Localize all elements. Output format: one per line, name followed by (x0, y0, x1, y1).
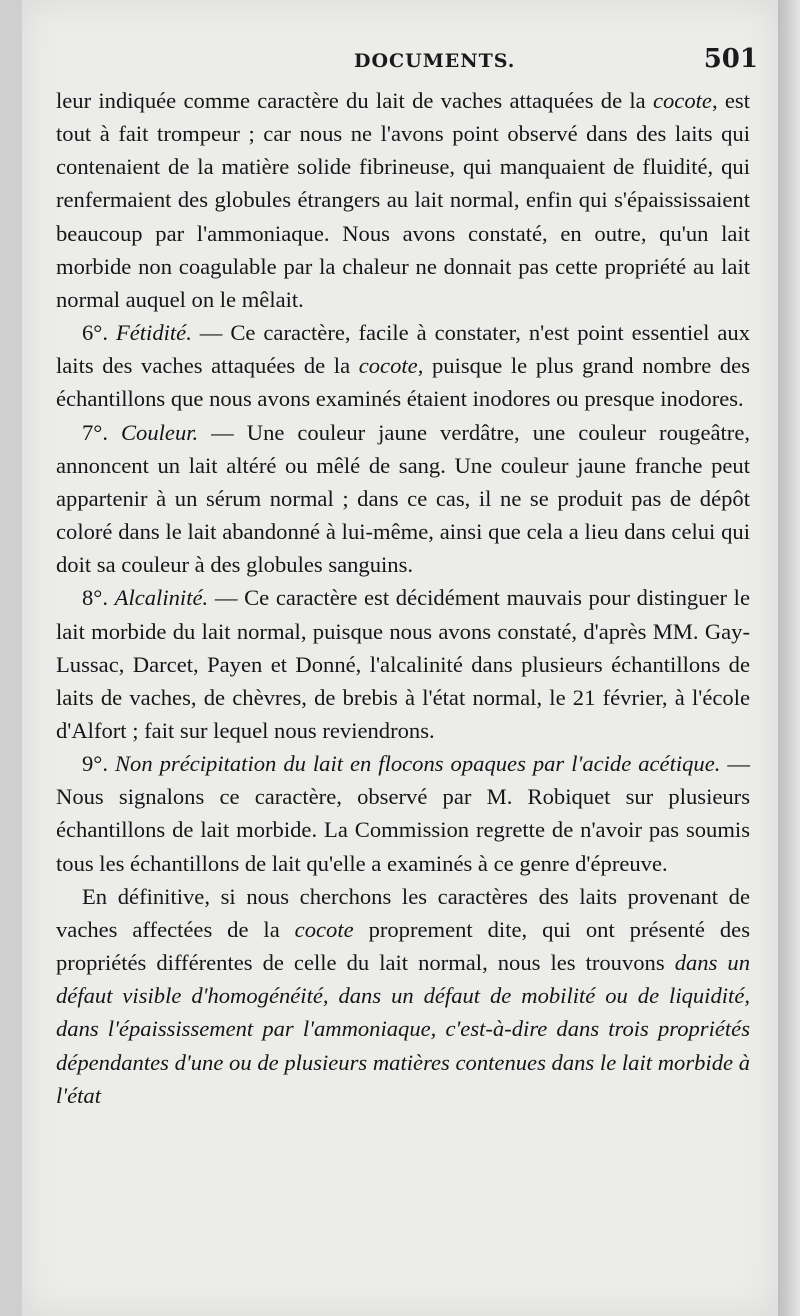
paragraph-1 (56, 84, 750, 316)
text-segment: leur indiquée comme caractère du lait de vaches attaquées de la (56, 88, 653, 113)
running-head: DOCUMENTS. (354, 50, 516, 72)
text-segment: puisque le plus grand nombre des échantillons que nous avons examinés étaient inodores ou presque inodores. (56, 353, 750, 412)
item-heading: Fétidité. (115, 320, 192, 346)
paragraph-fetidite (56, 316, 750, 415)
text-segment: proprement dite, qui ont présenté des propriétés différentes de celle du lait normal, nous les trouvons (56, 916, 751, 976)
text-segment-italic: cocote (294, 916, 354, 942)
paragraph-en-definitive (56, 880, 750, 1112)
text-segment-italic: cocote (652, 88, 712, 113)
body-text (56, 84, 750, 1112)
text-segment-italic: dans un défaut visible d'homogénéité, dans un défaut de mobilité ou de liquidité, dans l'épaississement par l'ammoniaque, c'est-à-dire dans trois propriétés dépendantes d'une ou de plusieurs matières contenues dans le lait morbide à l'état (56, 950, 750, 1108)
item-number: 7°. (82, 419, 121, 445)
text-segment: — Ce caractère est décidément mauvais pour distinguer le lait morbide du lait normal, puisque nous avons constaté, d'après MM. Gay-Lussac, Darcet, Payen et Donné, l'alcalinité dans plusieurs échantillons de laits de vaches, de chèvres, de brebis à l'état normal, le 21 février, à l'école d'Alfort ; fait sur lequel nous reviendrons. (56, 585, 750, 743)
page-edge (778, 0, 800, 1316)
page-number: 501 (703, 44, 758, 74)
text-segment: En définitive, si nous cherchons les caractères des laits provenant de vaches affectées de la (56, 883, 750, 942)
text-segment: — Nous signalons ce caractère, observé par M. Robiquet sur plusieurs échantillons de lait morbide. La Commission regrette de n'avoir pas soumis tous les échantillons de lait qu'elle a examinés à ce genre d'épreuve. (56, 751, 750, 876)
item-heading: Couleur. (120, 419, 199, 445)
item-number: 9°. (82, 751, 115, 777)
paragraph-non-precipitation (56, 747, 750, 880)
paragraph-alcalinite (56, 581, 750, 747)
page-header (62, 44, 758, 78)
text-segment: — Ce caractère, facile à constater, n'est point essentiel aux laits des vaches attaquées de la (56, 320, 750, 379)
text-segment: , est tout à fait trompeur ; car nous ne l'avons point observé dans des laits qui contenaient de la matière solide fibrineuse, qui manquaient de fluidité, qui renfermaient des globules étrangers au lait normal, enfin qui s'épaississaient beaucoup par l'ammoniaque. Nous avons constaté, en outre, qu'un lait morbide non coagulable par la chaleur ne donnait pas cette propriété au lait normal auquel on le mêlait. (56, 88, 750, 312)
paragraph-couleur (56, 416, 750, 582)
item-heading: Alcalinité. (114, 585, 209, 611)
book-page (22, 0, 778, 1316)
text-segment-italic: cocote, (358, 353, 424, 379)
text-segment: — Une couleur jaune verdâtre, une couleur rougeâtre, annoncent un lait altéré ou mêlé de sang. Une couleur jaune franche peut appartenir à un sérum normal ; dans ce cas, il ne se produit pas de dépôt coloré dans le lait abandonné à lui-même, ainsi que cela a lieu dans celui qui doit sa couleur à des globules sanguins. (56, 419, 750, 578)
item-number: 6°. (82, 320, 116, 346)
item-heading: Non précipitation du lait en flocons opaques par l'acide acétique. (114, 751, 721, 777)
item-number: 8°. (82, 585, 115, 611)
